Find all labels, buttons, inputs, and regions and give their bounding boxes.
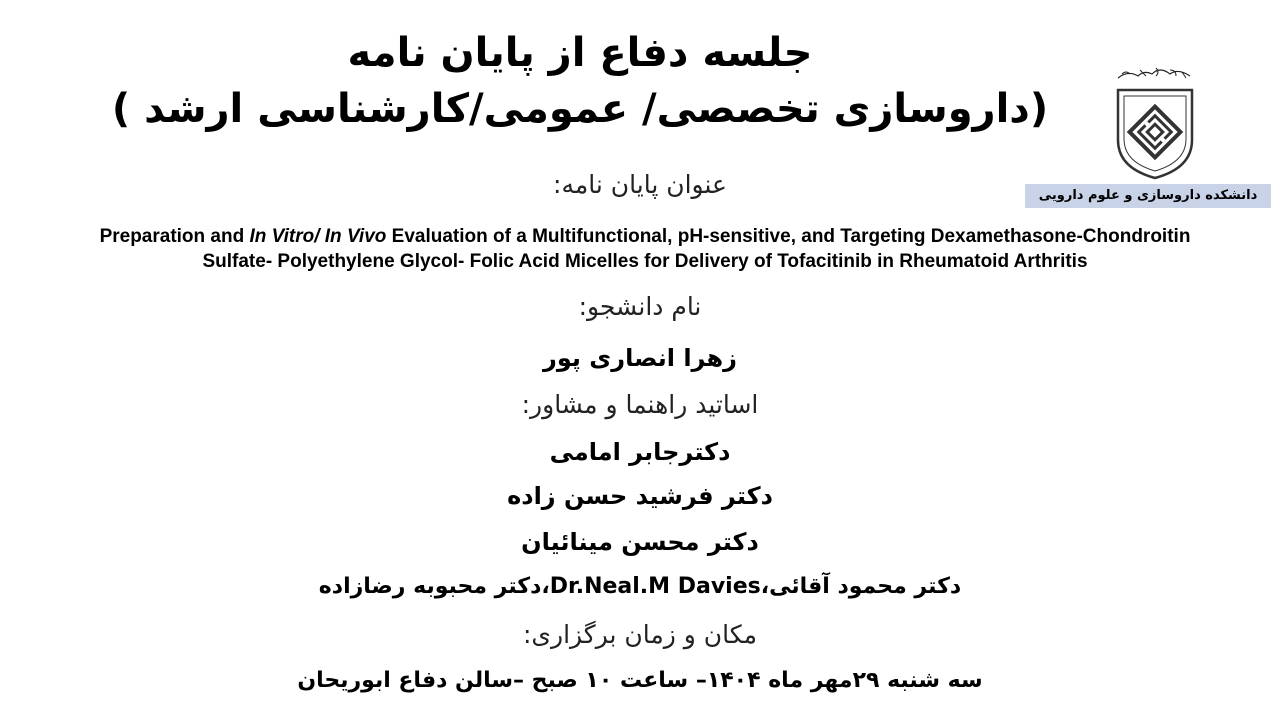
student-label: نام دانشجو: (578, 292, 702, 321)
advisor-name: دکتر محسن مینائیان (521, 528, 759, 556)
thesis-title-line1 (30, 224, 1260, 249)
faculty-name-badge: دانشکده داروسازی و علوم دارویی (1025, 184, 1271, 208)
page-title: جلسه دفاع از پایان نامه (347, 30, 813, 76)
university-emblem-icon (1110, 60, 1200, 180)
advisor-name: دکتر فرشید حسن زاده (507, 482, 773, 510)
thesis-title (30, 224, 1260, 274)
advisor-name: دکترجابر امامی (549, 438, 731, 466)
thesis-title-label: عنوان پایان نامه: (553, 170, 727, 199)
thesis-title-text: Preparation and (99, 226, 250, 247)
advisors-label: اساتید راهنما و مشاور: (521, 390, 759, 419)
thesis-title-text: Evaluation of a Multifunctional, pH-sensitive, and Targeting Dexamethasone-Chondroitin (386, 226, 1191, 247)
page-subtitle: (داروسازی تخصصی/ عمومی/کارشناسی ارشد ) (111, 86, 1049, 132)
university-logo (1110, 60, 1200, 180)
venue-label: مکان و زمان برگزاری: (523, 620, 757, 649)
thesis-title-italic: In Vitro/ In Vivo (249, 226, 387, 247)
venue-details: سه شنبه ۲۹مهر ماه ۱۴۰۴– ساعت ۱۰ صبح –سالن دفاع ابوریحان (297, 668, 983, 693)
thesis-title-line2: Sulfate- Polyethylene Glycol- Folic Acid Micelles for Delivery of Tofacitinib in Rheumatoid Arthritis (202, 251, 1088, 272)
student-name: زهرا انصاری پور (543, 344, 737, 372)
advisor-name: دکتر محمود آقائی،Dr.Neal.M Davies،دکتر محبوبه رضازاده (318, 574, 962, 599)
